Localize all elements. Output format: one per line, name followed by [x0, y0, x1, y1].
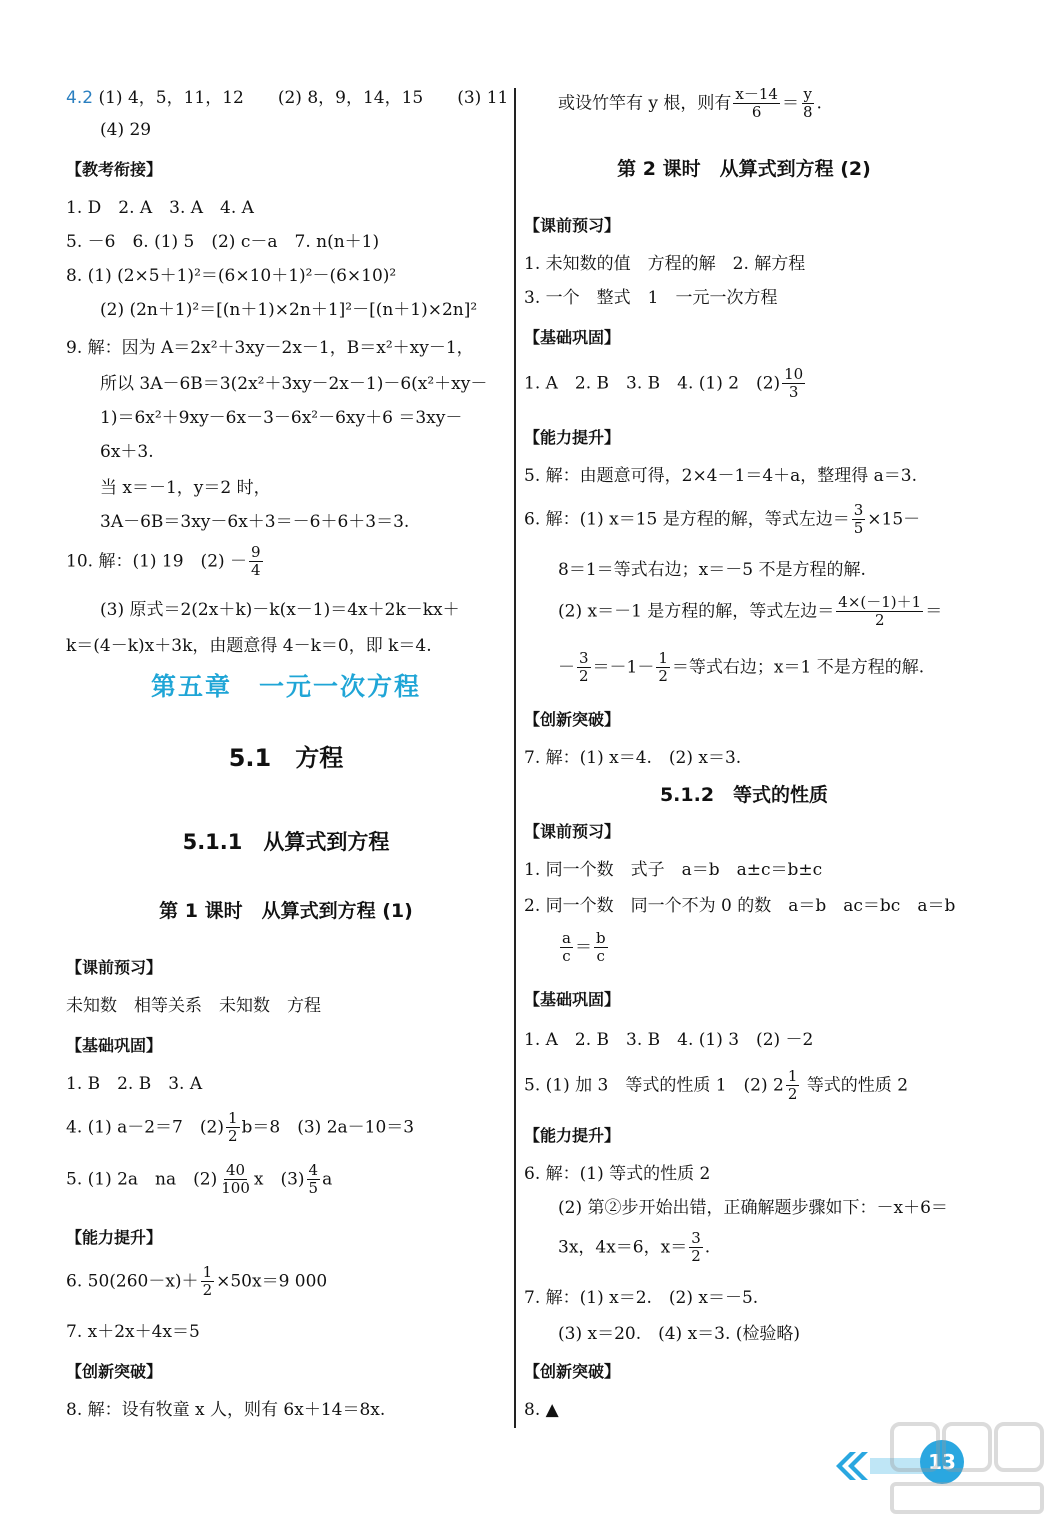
watermark-logo	[880, 1418, 1050, 1526]
page-number: 13	[920, 1440, 964, 1484]
section-heading: 【基础巩固】	[524, 328, 621, 347]
answer-line: 4.2 (1) 4，5，11，12 (2) 8，9，14，15 (3) 11	[66, 88, 509, 108]
fraction: $\frac{4\times(-1)+1}{2}$	[838, 593, 922, 630]
answer-line: 2. 同一个数 同一个不为 0 的数 a＝b ac＝bc a＝b	[524, 896, 956, 916]
answer-line: (3) 原式＝2(2x＋k)－k(x－1)＝4x＋2k－kx＋	[100, 600, 460, 620]
answer-line: 6. 解：(1) 等式的性质 2	[524, 1164, 711, 1184]
section-heading: 【课前预习】	[524, 216, 621, 235]
section-heading: 【创新突破】	[524, 710, 621, 729]
answer-line: (2) x＝－1 是方程的解，等式左边＝ $\frac{4\times(-1)+1}{2}$ ＝	[558, 593, 943, 630]
answer-line: 5. 解：由题意可得，2×4－1＝4＋a，整理得 a＝3.	[524, 466, 918, 486]
answer-line: 7. 解：(1) x＝2. (2) x＝－5.	[524, 1288, 759, 1308]
section-heading: 【教考衔接】	[66, 160, 163, 179]
answer-line: 1. 同一个数 式子 a＝b a±c＝b±c	[524, 860, 823, 880]
section-heading: 【基础巩固】	[524, 990, 621, 1009]
answer-line: 10. 解：(1) 19 (2) － $\frac{9}{4}$	[66, 543, 261, 580]
answer-line: 6x＋3.	[100, 442, 154, 462]
fraction: $\frac{10}{3}$	[784, 365, 804, 402]
fraction: $\frac{y}{8}$	[802, 85, 813, 122]
fraction: $\frac{3}{2}$	[691, 1229, 701, 1266]
answer-line: 6. 解：(1) x＝15 是方程的解，等式左边＝ $\frac{3}{5}$ ×15－	[524, 501, 921, 538]
column-divider	[514, 88, 516, 1428]
answer-line: 3. 一个 整式 1 一元一次方程	[524, 288, 778, 308]
fraction: $\frac{3}{2}$	[579, 649, 589, 686]
fraction: $\frac{3}{5}$	[853, 501, 864, 538]
answer-line: 6. 50(260－x)＋ $\frac{1}{2}$ ×50x＝9 000	[66, 1263, 328, 1300]
answer-line: 1. B 2. B 3. A	[66, 1074, 203, 1094]
subsection-title: 5.1.2 等式的性质	[659, 784, 829, 806]
answer-line: $\frac{a}{c}$ ＝ $\frac{b}{c}$	[562, 929, 606, 966]
answer-line: (2) 第②步开始出错，正确解题步骤如下：－x＋6＝	[558, 1198, 948, 1218]
answer-line: 9. 解：因为 A＝2x²＋3xy－2x－1，B＝x²＋xy－1，	[66, 338, 474, 358]
answer-line: 8. (1) (2×5＋1)²＝(6×10＋1)²－(6×10)²	[66, 266, 397, 286]
fraction: $\frac{9}{4}$	[251, 543, 261, 580]
section-heading: 【能力提升】	[524, 428, 621, 447]
answer-line: 当 x＝－1，y＝2 时，	[100, 478, 271, 498]
answer-line: 所以 3A－6B＝3(2x²＋3xy－2x－1)－6(x²＋xy－	[100, 374, 488, 394]
answer-line: 1. 未知数的值 方程的解 2. 解方程	[524, 254, 806, 274]
fraction: $\frac{1}{2}$	[787, 1067, 798, 1104]
answer-line: 5. (1) 2a na (2) $\frac{40}{100}$ x (3) $\frac{4}{5}$ a	[66, 1161, 333, 1198]
section-heading: 【课前预习】	[66, 958, 163, 977]
answer-line: 5. (1) 加 3 等式的性质 1 (2) 2 $\frac{1}{2}$ 等式的性质 2	[524, 1067, 909, 1104]
section-heading: 【能力提升】	[66, 1228, 163, 1247]
fraction: $\frac{b}{c}$	[595, 929, 606, 966]
answer-line: 1. A 2. B 3. B 4. (1) 3 (2) －2	[524, 1030, 814, 1050]
answer-line: 7. 解：(1) x＝4. (2) x＝3.	[524, 748, 742, 768]
answer-line: 8. 解：设有牧童 x 人，则有 6x＋14＝8x.	[66, 1400, 386, 1420]
fraction: $\frac{x-14}{6}$	[735, 85, 778, 122]
fraction: $\frac{1}{2}$	[227, 1109, 238, 1146]
fraction: $\frac{1}{2}$	[658, 649, 668, 686]
answer-line: 或设竹竿有 y 根，则有 $\frac{x-14}{6}$ ＝ $\frac{y}{8}$ .	[558, 85, 822, 122]
answer-line: 8＝1＝等式右边；x＝－5 不是方程的解.	[558, 560, 866, 580]
lesson-title: 第 2 课时 从算式到方程 (2)	[617, 158, 871, 180]
answer-line: 3A－6B＝3xy－6x＋3＝－6＋6＋3＝3.	[100, 512, 410, 532]
fraction: $\frac{4}{5}$	[308, 1161, 319, 1198]
answer-line: k＝(4－k)x＋3k，由题意得 4－k＝0，即 k＝4.	[66, 636, 432, 656]
answer-line: 1. D 2. A 3. A 4. A	[66, 198, 254, 218]
answer-line: － $\frac{3}{2}$ ＝－1－ $\frac{1}{2}$ ＝等式右边；x＝1 不是方程的解.	[558, 649, 925, 686]
fraction: $\frac{1}{2}$	[202, 1263, 213, 1300]
answer-line: 1. A 2. B 3. B 4. (1) 2 (2) $\frac{10}{3}$	[524, 365, 804, 402]
answer-line: 1)＝6x²＋9xy－6x－3－6x²－6xy＋6 ＝3xy－	[100, 408, 463, 428]
chapter-title: 第五章 一元一次方程	[150, 672, 421, 701]
answer-line: 7. x＋2x＋4x＝5	[66, 1322, 200, 1342]
section-heading: 【创新突破】	[66, 1362, 163, 1381]
answer-line: 8. ▲	[524, 1400, 559, 1420]
lesson-title: 第 1 课时 从算式到方程 (1)	[159, 900, 413, 922]
answer-line: (3) x＝20. (4) x＝3. (检验略)	[558, 1324, 801, 1344]
section-heading: 【创新突破】	[524, 1362, 621, 1381]
answer-line: 未知数 相等关系 未知数 方程	[66, 996, 321, 1016]
fraction: $\frac{a}{c}$	[562, 929, 571, 966]
fraction: $\frac{40}{100}$	[221, 1161, 250, 1198]
answer-line: (2) (2n＋1)²＝[(n＋1)×2n＋1]²－[(n＋1)×2n]²	[100, 300, 478, 320]
section-title: 5.1 方程	[228, 744, 344, 772]
section-heading: 【课前预习】	[524, 822, 621, 841]
subsection-title: 5.1.1 从算式到方程	[182, 830, 390, 854]
answer-line: (4) 29	[100, 120, 152, 140]
section-heading: 【基础巩固】	[66, 1036, 163, 1055]
section-heading: 【能力提升】	[524, 1126, 621, 1145]
answer-line: 5. －6 6. (1) 5 (2) c－a 7. n(n＋1)	[66, 232, 380, 252]
answer-line: 3x，4x＝6，x＝ $\frac{3}{2}$ .	[558, 1229, 711, 1266]
answer-line: 4. (1) a－2＝7 (2) $\frac{1}{2}$ b＝8 (3) 2a－10＝3	[66, 1109, 415, 1146]
